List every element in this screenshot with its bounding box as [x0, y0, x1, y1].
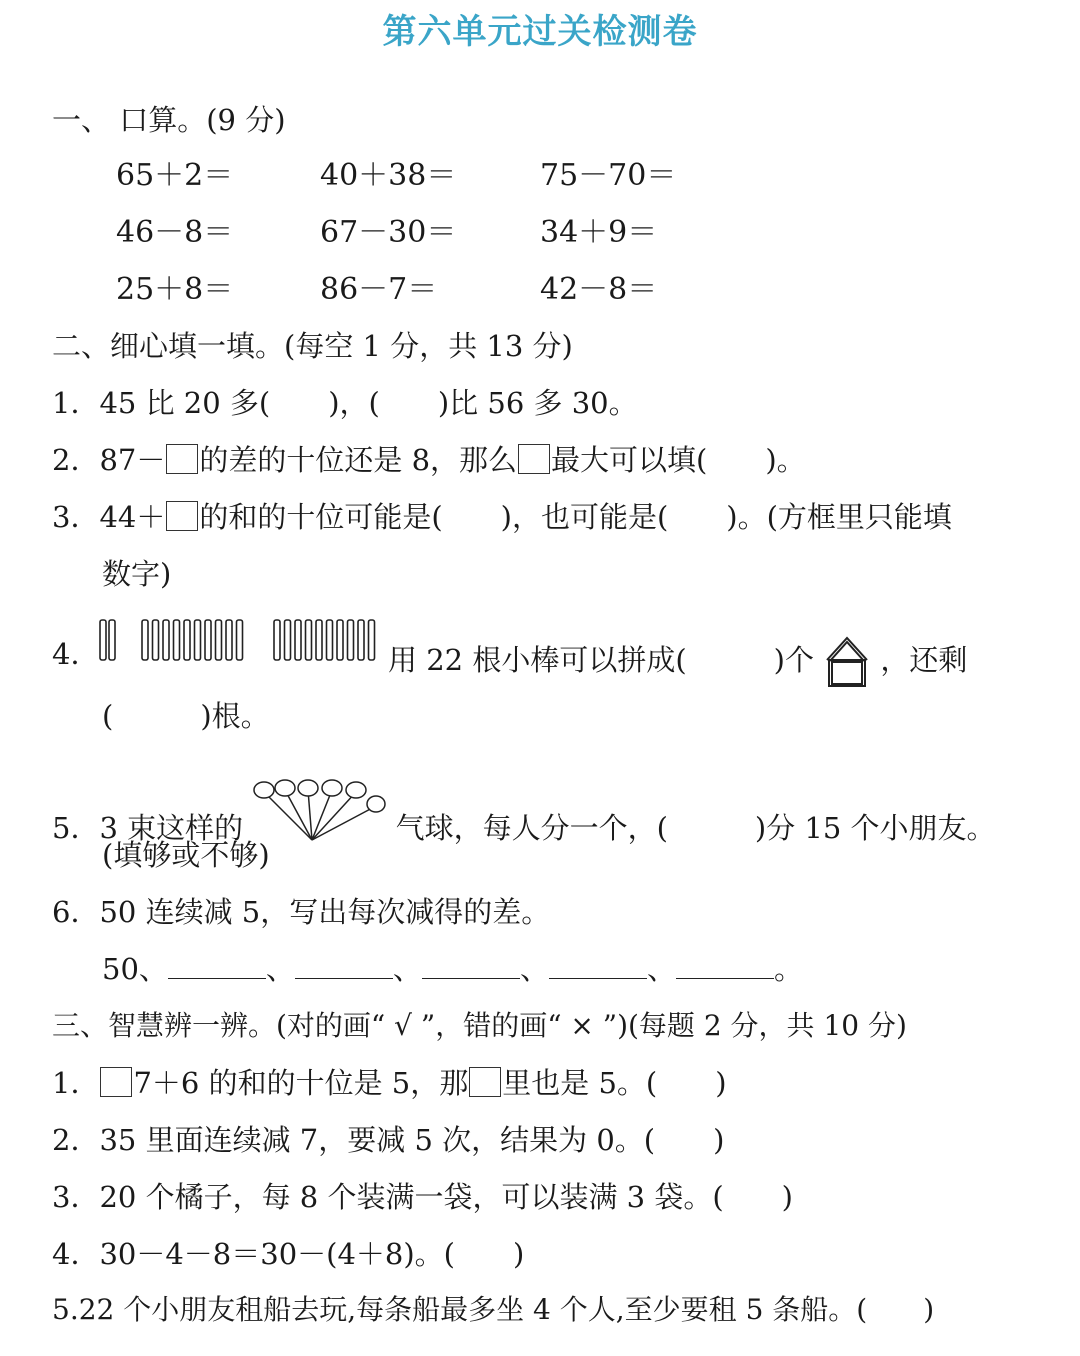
answer-blank [295, 952, 393, 979]
section1-heading: 一、 口算。(9 分) [52, 103, 286, 137]
answer-box [469, 1067, 501, 1097]
section3-heading: 三、智慧辨一辨。(对的画“ √ ”，错的画“ × ”)(每题 2 分，共 10 分) [52, 1009, 907, 1042]
stick [295, 620, 301, 660]
calc-problem: 34＋9＝ [540, 215, 658, 250]
answer-blank [676, 952, 774, 979]
stick [348, 620, 354, 660]
question-3-2: 2．35 里面连续减 7，要减 5 次，结果为 0。( ) [52, 1123, 725, 1157]
question-3-4: 4．30－4－8＝30－(4＋8)。( ) [52, 1237, 525, 1271]
calc-problem: 25＋8＝ [116, 272, 234, 307]
calc-problem: 86－7＝ [320, 272, 438, 307]
stick [306, 620, 312, 660]
question-2-3-cont: 数字) [102, 557, 172, 591]
house-shape-icon [823, 634, 871, 690]
stick [195, 620, 201, 660]
question-3-5: 5.22 个小朋友租船去玩,每条船最多坐 4 个人,至少要租 5 条船。( ) [52, 1293, 935, 1326]
sticks-illustration [98, 618, 388, 664]
stick [174, 620, 180, 660]
calc-problem: 75－70＝ [540, 158, 677, 193]
stick [100, 620, 106, 660]
stick [163, 620, 169, 660]
page-title: 第六单元过关检测卷 [382, 12, 698, 52]
answer-blank [422, 952, 520, 979]
question-3-1: 1． 7＋6 的和的十位是 5，那 里也是 5。( ) [52, 1066, 727, 1100]
calc-problem: 46－8＝ [116, 215, 234, 250]
answer-box [166, 444, 198, 474]
stick [216, 620, 222, 660]
question-2-1: 1．45 比 20 多( )，( )比 56 多 30。 [52, 386, 638, 420]
balloon-bunch-icon [252, 778, 386, 846]
stick [153, 620, 159, 660]
answer-box [100, 1067, 132, 1097]
stick [316, 620, 322, 660]
calc-problem: 42－8＝ [540, 272, 658, 307]
question-2-4-cont: ( )根。 [102, 699, 270, 733]
question-2-4-number: 4． [52, 637, 100, 671]
stick [358, 620, 364, 660]
stick [237, 620, 243, 660]
question-3-3: 3．20 个橘子，每 8 个装满一袋，可以装满 3 袋。( ) [52, 1180, 793, 1214]
question-2-2: 2．87－ 的差的十位还是 8，那么 最大可以填( )。 [52, 443, 806, 477]
stick [285, 620, 291, 660]
answer-box [518, 444, 550, 474]
section2-heading: 二、细心填一填。(每空 1 分，共 13 分) [52, 329, 573, 363]
stick [142, 620, 148, 660]
calc-problem: 65＋2＝ [116, 158, 234, 193]
question-2-6-answers: 50、 、 、 、 、 。 [102, 952, 803, 986]
stick [226, 620, 232, 660]
answer-blank [168, 952, 266, 979]
question-2-5-cont: (填够或不够) [102, 838, 270, 872]
answer-box [166, 501, 198, 531]
stick [274, 620, 280, 660]
stick [369, 620, 375, 660]
stick [109, 620, 115, 660]
stick [205, 620, 211, 660]
question-2-6: 6．50 连续减 5，写出每次减得的差。 [52, 895, 551, 929]
question-2-4: 用 22 根小棒可以拼成( )个 ，还剩 [388, 634, 967, 690]
stick [184, 620, 190, 660]
question-2-3: 3．44＋ 的和的十位可能是( )，也可能是( )。(方框里只能填 [52, 500, 952, 534]
answer-blank [549, 952, 647, 979]
stick [327, 620, 333, 660]
calc-problem: 67－30＝ [320, 215, 457, 250]
question-2-5: 5．3 束这样的 气球，每人分一个，( )分 15 个小朋友。 [52, 778, 996, 848]
stick [337, 620, 343, 660]
calc-problem: 40＋38＝ [320, 158, 457, 193]
